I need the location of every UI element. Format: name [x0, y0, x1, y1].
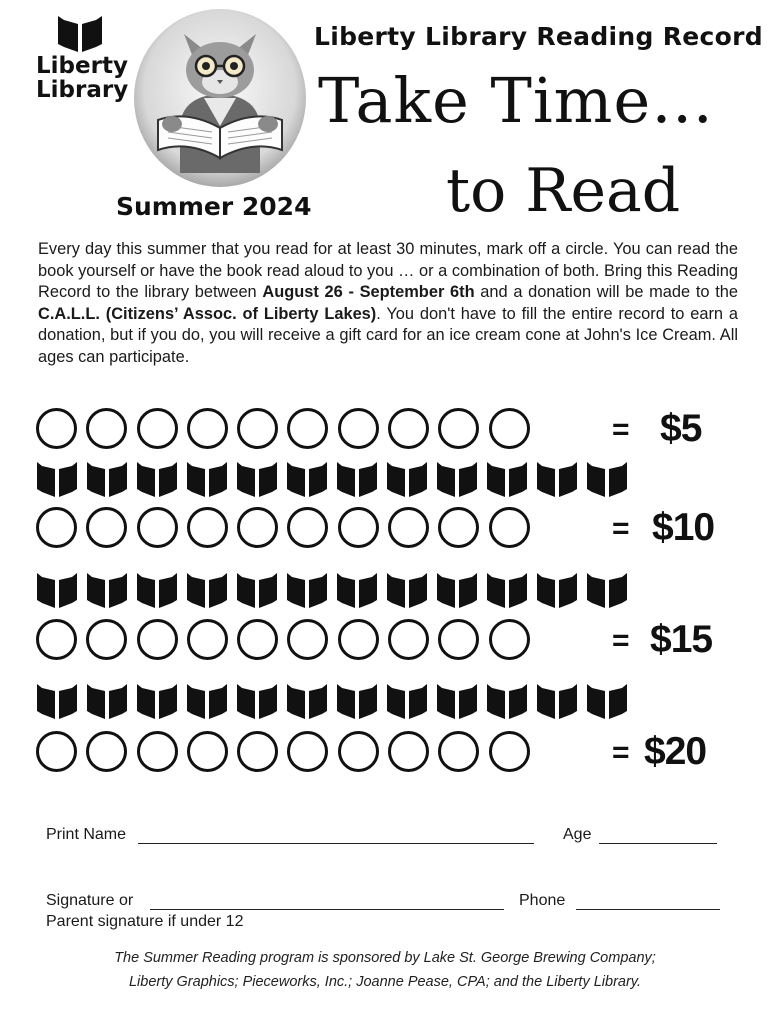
open-book-icon: [336, 682, 378, 720]
reading-day-circle[interactable]: [86, 507, 127, 548]
open-book-icon: [86, 571, 128, 609]
open-book-icon: [236, 682, 278, 720]
open-book-icon: [136, 460, 178, 498]
reading-day-circle[interactable]: [137, 408, 178, 449]
reading-day-circle[interactable]: [388, 619, 429, 660]
reading-day-circle[interactable]: [287, 619, 328, 660]
open-book-icon: [386, 460, 428, 498]
book-icon-row: [36, 460, 628, 498]
reading-day-circle[interactable]: [438, 731, 479, 772]
instructions-paragraph: [38, 239, 738, 369]
print-name-label: Print Name: [46, 826, 127, 843]
reading-day-circle[interactable]: [36, 408, 77, 449]
open-book-icon: [236, 571, 278, 609]
open-book-icon: [486, 460, 528, 498]
open-book-icon: [386, 682, 428, 720]
equals-sign: =: [612, 512, 630, 545]
sponsor-line-2: Liberty Graphics; Pieceworks, Inc.; Joanne Pease, CPA; and the Liberty Library.: [128, 974, 642, 990]
reading-day-circle[interactable]: [287, 507, 328, 548]
open-book-icon: [586, 460, 628, 498]
reading-day-circle[interactable]: [489, 731, 530, 772]
reading-day-circle[interactable]: [237, 731, 278, 772]
open-book-icon: [56, 14, 104, 54]
reading-day-circle[interactable]: [388, 507, 429, 548]
equals-sign: =: [612, 413, 630, 446]
open-book-icon: [536, 460, 578, 498]
reading-day-circle[interactable]: [388, 408, 429, 449]
reading-day-circle[interactable]: [187, 507, 228, 548]
open-book-icon: [486, 571, 528, 609]
open-book-icon: [286, 571, 328, 609]
signature-label: Signature or: [46, 892, 134, 909]
reading-day-circle[interactable]: [489, 619, 530, 660]
open-book-icon: [536, 682, 578, 720]
phone-label: Phone: [519, 892, 566, 909]
reading-day-circle[interactable]: [489, 507, 530, 548]
reading-day-circle[interactable]: [137, 731, 178, 772]
reading-day-circle[interactable]: [86, 619, 127, 660]
open-book-icon: [536, 571, 578, 609]
reading-day-circle[interactable]: [438, 408, 479, 449]
parent-signature-note: Parent signature if under 12: [46, 913, 244, 930]
reading-day-circle[interactable]: [187, 408, 228, 449]
instructions-dates: August 26 - September 6th: [262, 283, 475, 302]
reading-day-circle[interactable]: [338, 408, 379, 449]
reading-day-circle[interactable]: [86, 731, 127, 772]
instructions-text-1: Every day this summer that you read for at least 30 minutes, mark off a circle. You can read the book yourself or have the book read aloud to you … or a combination of both. Bring this Reading Record to the library between: [38, 240, 738, 302]
signature-field[interactable]: [150, 909, 504, 910]
open-book-icon: [436, 571, 478, 609]
reading-day-circle[interactable]: [36, 507, 77, 548]
reading-day-circle[interactable]: [438, 619, 479, 660]
logo-line-1: Liberty: [36, 53, 128, 79]
equals-sign: =: [612, 736, 630, 769]
circle-row: [36, 729, 530, 777]
book-icon-row: [36, 571, 628, 609]
open-book-icon: [86, 460, 128, 498]
reading-day-circle[interactable]: [237, 507, 278, 548]
reading-day-circle[interactable]: [338, 619, 379, 660]
open-book-icon: [386, 571, 428, 609]
reading-day-circle[interactable]: [287, 731, 328, 772]
reading-day-circle[interactable]: [137, 507, 178, 548]
equals-sign: =: [612, 624, 630, 657]
instructions-text-3: . You don't have to fill the entire record to earn a donation, but if you do, you will receive a gift card for an ice cream cone at John's Ice Cream. All ages can participate.: [38, 304, 738, 366]
open-book-icon: [286, 460, 328, 498]
open-book-icon: [186, 460, 228, 498]
open-book-icon: [586, 571, 628, 609]
donation-amount: $10: [652, 506, 715, 549]
logo-line-2: Library: [36, 77, 129, 103]
open-book-icon: [36, 460, 78, 498]
print-name-field[interactable]: [138, 843, 534, 844]
reading-day-circle[interactable]: [438, 507, 479, 548]
reading-day-circle[interactable]: [36, 619, 77, 660]
reading-day-circle[interactable]: [338, 507, 379, 548]
open-book-icon: [586, 682, 628, 720]
open-book-icon: [136, 571, 178, 609]
reading-day-circle[interactable]: [338, 731, 379, 772]
cat-reading-book-image: [132, 8, 308, 188]
reading-day-circle[interactable]: [187, 731, 228, 772]
circle-row: [36, 505, 530, 553]
open-book-icon: [86, 682, 128, 720]
reading-day-circle[interactable]: [237, 408, 278, 449]
open-book-icon: [436, 682, 478, 720]
reading-day-circle[interactable]: [388, 731, 429, 772]
reading-day-circle[interactable]: [187, 619, 228, 660]
headline-line-2: to Read: [446, 156, 681, 226]
sponsor-credits: [60, 946, 710, 994]
phone-field[interactable]: [576, 909, 720, 910]
open-book-icon: [436, 460, 478, 498]
open-book-icon: [286, 682, 328, 720]
logo-wordmark: [36, 53, 129, 103]
open-book-icon: [336, 460, 378, 498]
donation-amount: $15: [650, 618, 713, 661]
instructions-text-2: and a donation will be made to the: [474, 283, 738, 302]
age-label: Age: [563, 826, 592, 843]
book-icon-row: [36, 682, 628, 720]
reading-day-circle[interactable]: [36, 731, 77, 772]
open-book-icon: [36, 571, 78, 609]
circle-row: [36, 617, 530, 665]
open-book-icon: [36, 682, 78, 720]
instructions-org: C.A.L.L. (Citizens’ Assoc. of Liberty Lakes): [38, 304, 377, 323]
donation-amount: $5: [660, 407, 702, 450]
open-book-icon: [186, 682, 228, 720]
season-label: Summer 2024: [116, 192, 312, 221]
reading-day-circle[interactable]: [137, 619, 178, 660]
reading-day-circle[interactable]: [287, 408, 328, 449]
age-field[interactable]: [599, 843, 717, 844]
open-book-icon: [136, 682, 178, 720]
sponsor-line-1: The Summer Reading program is sponsored by Lake St. George Brewing Company;: [114, 950, 656, 966]
reading-day-circle[interactable]: [237, 619, 278, 660]
document-title: Liberty Library Reading Record: [314, 22, 763, 51]
donation-amount: $20: [644, 730, 707, 773]
headline-line-1: Take Time…: [318, 64, 715, 137]
open-book-icon: [336, 571, 378, 609]
open-book-icon: [186, 571, 228, 609]
open-book-icon: [486, 682, 528, 720]
circle-row: [36, 406, 530, 454]
reading-day-circle[interactable]: [489, 408, 530, 449]
open-book-icon: [236, 460, 278, 498]
reading-day-circle[interactable]: [86, 408, 127, 449]
